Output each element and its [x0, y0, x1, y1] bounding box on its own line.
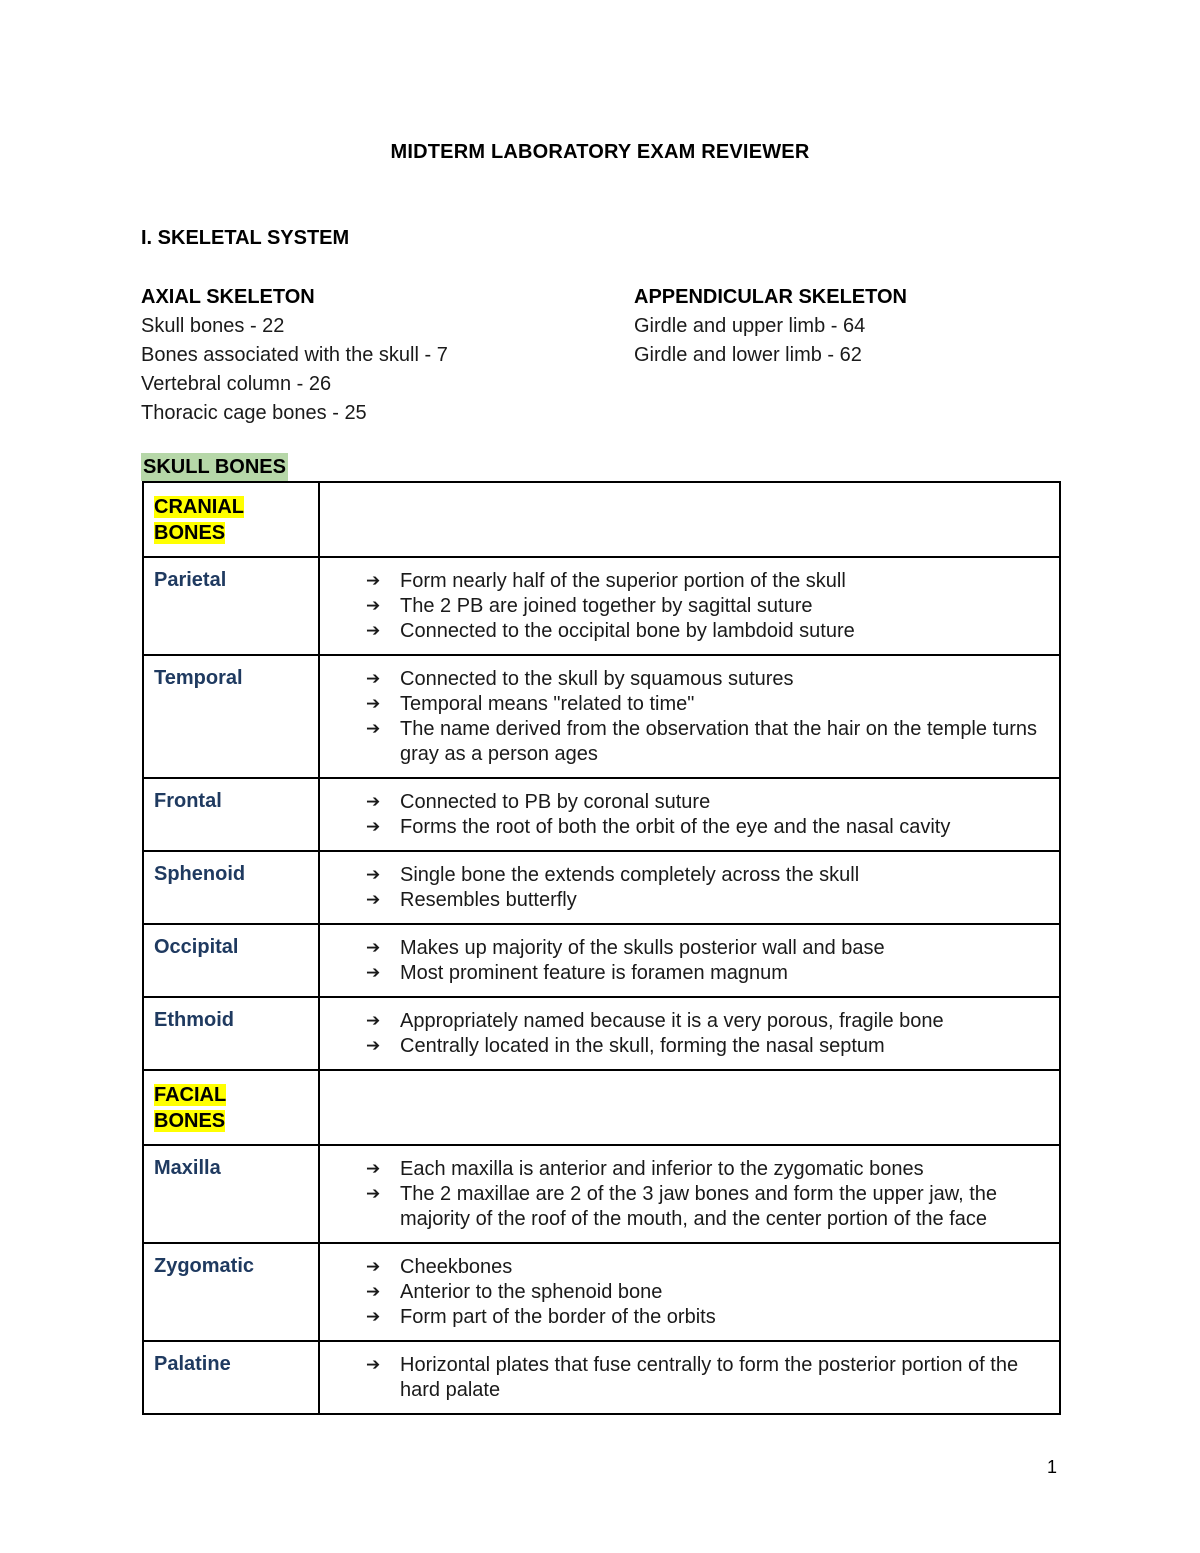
table-row [143, 1341, 1060, 1414]
arrow-bullet-icon: ➔ [366, 1257, 381, 1277]
bone-name-cell [143, 778, 319, 851]
axial-skeleton-column [141, 283, 448, 428]
bullet-point [366, 1182, 1050, 1232]
axial-item: Bones associated with the skull - 7 [141, 344, 448, 366]
bone-name-cell [143, 924, 319, 997]
bone-desc-cell [319, 851, 1060, 924]
bullet-text: Horizontal plates that fuse centrally to form the posterior portion of the hard palate [400, 1354, 1019, 1401]
bullet-text: Resembles butterfly [400, 889, 577, 911]
bone-name: Maxilla [154, 1157, 221, 1179]
arrow-bullet-icon: ➔ [366, 1282, 381, 1302]
page-title: MIDTERM LABORATORY EXAM REVIEWER [390, 141, 810, 163]
table-row [143, 997, 1060, 1070]
table-row [143, 655, 1060, 778]
bone-name-cell [143, 997, 319, 1070]
group-desc-cell [319, 1070, 1060, 1145]
bullet-text: Single bone the extends completely across the skull [400, 864, 860, 886]
bullet-point [366, 692, 1050, 717]
bullet-text: Makes up majority of the skulls posterior wall and base [400, 937, 885, 959]
bullet-text: Connected to the occipital bone by lambdoid suture [400, 620, 855, 642]
bone-desc-cell [319, 557, 1060, 655]
table-row [143, 1243, 1060, 1341]
arrow-bullet-icon: ➔ [366, 1355, 381, 1375]
group-row-facial [143, 1070, 1060, 1145]
bullet-text: The name derived from the observation that the hair on the temple turns gray as a person ages [400, 718, 1038, 765]
group-name: BONES [154, 1110, 226, 1132]
bullet-point [366, 863, 1050, 888]
bone-name: Occipital [154, 936, 239, 958]
bone-name: Ethmoid [154, 1009, 234, 1031]
bone-name-cell [143, 1243, 319, 1341]
bullet-point [366, 961, 1050, 986]
bone-name-cell [143, 557, 319, 655]
bone-desc-cell [319, 924, 1060, 997]
bullet-point [366, 569, 1050, 594]
bullet-text: Temporal means "related to time" [400, 693, 695, 715]
bone-name-cell [143, 655, 319, 778]
bullet-point [366, 594, 1050, 619]
table-row [143, 851, 1060, 924]
arrow-bullet-icon: ➔ [366, 1184, 381, 1204]
appendicular-item: Girdle and lower limb - 62 [634, 344, 862, 366]
arrow-bullet-icon: ➔ [366, 792, 381, 812]
axial-item: Thoracic cage bones - 25 [141, 402, 367, 424]
group-name-cell [143, 482, 319, 557]
arrow-bullet-icon: ➔ [366, 890, 381, 910]
axial-heading: AXIAL SKELETON [141, 286, 315, 308]
bullet-text: Anterior to the sphenoid bone [400, 1281, 663, 1303]
bone-desc-cell [319, 1341, 1060, 1414]
arrow-bullet-icon: ➔ [366, 694, 381, 714]
arrow-bullet-icon: ➔ [366, 1011, 381, 1031]
arrow-bullet-icon: ➔ [366, 963, 381, 983]
bullet-text: Cheekbones [400, 1256, 513, 1278]
table-row [143, 1145, 1060, 1243]
bone-name: Temporal [154, 667, 243, 689]
bullet-point [366, 667, 1050, 692]
bone-name: Palatine [154, 1353, 231, 1375]
arrow-bullet-icon: ➔ [366, 1307, 381, 1327]
bone-name: Zygomatic [154, 1255, 255, 1277]
bullet-text: The 2 maxillae are 2 of the 3 jaw bones and form the upper jaw, the majority of the roof of the mouth, and the center portion of the face [400, 1183, 998, 1230]
group-name: BONES [154, 522, 226, 544]
skull-bones-label: SKULL BONES [141, 453, 288, 481]
bullet-point [366, 619, 1050, 644]
bullet-point [366, 1157, 1050, 1182]
bullet-text: Connected to the skull by squamous sutures [400, 668, 794, 690]
bone-name-cell [143, 1341, 319, 1414]
bone-name-cell [143, 1145, 319, 1243]
bullet-point [366, 1034, 1050, 1059]
bullet-text: Most prominent feature is foramen magnum [400, 962, 788, 984]
arrow-bullet-icon: ➔ [366, 938, 381, 958]
bullet-point [366, 815, 1050, 840]
appendicular-skeleton-column [634, 283, 907, 370]
bone-name: Frontal [154, 790, 222, 812]
bullet-point [366, 1009, 1050, 1034]
section-heading: I. SKELETAL SYSTEM [141, 227, 350, 249]
page-number: 1 [1047, 1457, 1058, 1477]
arrow-bullet-icon: ➔ [366, 719, 381, 739]
bullet-point [366, 1353, 1050, 1403]
bullet-point [366, 1255, 1050, 1280]
arrow-bullet-icon: ➔ [366, 1159, 381, 1179]
appendicular-heading: APPENDICULAR SKELETON [634, 286, 907, 308]
bone-desc-cell [319, 1243, 1060, 1341]
bullet-point [366, 1305, 1050, 1330]
bone-desc-cell [319, 1145, 1060, 1243]
bullet-point [366, 717, 1050, 767]
bullet-point [366, 1280, 1050, 1305]
group-name: FACIAL [154, 1084, 227, 1106]
bullet-text: Each maxilla is anterior and inferior to the zygomatic bones [400, 1158, 924, 1180]
skull-bones-table [142, 481, 1061, 1415]
bullet-text: Forms the root of both the orbit of the eye and the nasal cavity [400, 816, 951, 838]
bullet-text: Form nearly half of the superior portion of the skull [400, 570, 846, 592]
arrow-bullet-icon: ➔ [366, 865, 381, 885]
arrow-bullet-icon: ➔ [366, 621, 381, 641]
axial-item: Vertebral column - 26 [141, 373, 332, 395]
table-row [143, 557, 1060, 655]
table-row [143, 924, 1060, 997]
group-row-cranial [143, 482, 1060, 557]
arrow-bullet-icon: ➔ [366, 571, 381, 591]
arrow-bullet-icon: ➔ [366, 1036, 381, 1056]
bone-name-cell [143, 851, 319, 924]
bone-name: Parietal [154, 569, 227, 591]
arrow-bullet-icon: ➔ [366, 817, 381, 837]
bone-name: Sphenoid [154, 863, 246, 885]
group-name-cell [143, 1070, 319, 1145]
group-desc-cell [319, 482, 1060, 557]
table-row [143, 778, 1060, 851]
bullet-text: Connected to PB by coronal suture [400, 791, 711, 813]
arrow-bullet-icon: ➔ [366, 669, 381, 689]
axial-item: Skull bones - 22 [141, 315, 285, 337]
group-name: CRANIAL [154, 496, 244, 518]
appendicular-item: Girdle and upper limb - 64 [634, 315, 866, 337]
bullet-point [366, 888, 1050, 913]
bullet-point [366, 936, 1050, 961]
bone-desc-cell [319, 778, 1060, 851]
bullet-text: Centrally located in the skull, forming the nasal septum [400, 1035, 885, 1057]
bullet-text: Appropriately named because it is a very porous, fragile bone [400, 1010, 944, 1032]
bone-desc-cell [319, 655, 1060, 778]
bullet-text: Form part of the border of the orbits [400, 1306, 716, 1328]
bullet-text: The 2 PB are joined together by sagittal suture [400, 595, 813, 617]
arrow-bullet-icon: ➔ [366, 596, 381, 616]
bone-desc-cell [319, 997, 1060, 1070]
bullet-point [366, 790, 1050, 815]
